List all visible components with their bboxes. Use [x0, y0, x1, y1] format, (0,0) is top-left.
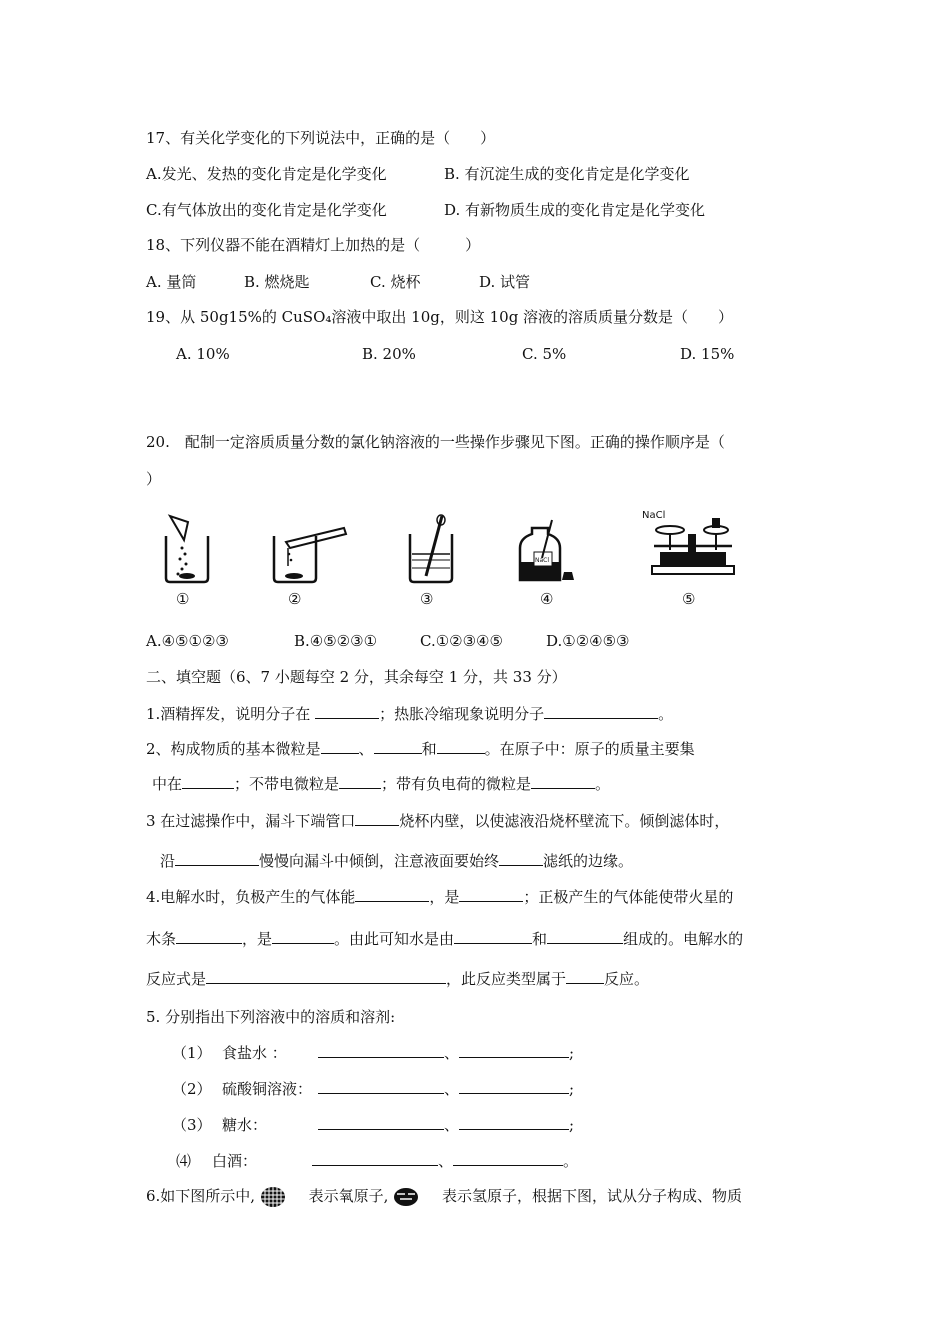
fill3-blank-3[interactable] — [499, 851, 543, 866]
q17-option-a: A.发光、发热的变化肯定是化学变化 — [146, 165, 387, 183]
fill5-solvent-blank-4[interactable] — [453, 1151, 563, 1166]
fill5-item-blanks-3: 、 ; — [318, 1115, 574, 1135]
fill2-blank-1[interactable] — [321, 739, 359, 754]
q20-stem: 20. 配制一定溶质质量分数的氯化钠溶液的一些操作步骤见下图。正确的操作顺序是（ — [146, 433, 725, 451]
nacl-bottle-label: NaCl — [535, 557, 550, 564]
figure-stir — [404, 512, 460, 584]
fill2-blank-3[interactable] — [437, 739, 485, 754]
fill3-line-2: 沿 慢慢向漏斗中倾倒，注意液面要始终 滤纸的边缘。 — [160, 852, 634, 870]
fill4-blank-6[interactable] — [547, 929, 623, 944]
fill4-blank-8[interactable] — [566, 969, 604, 984]
fill5-item-blanks-2: 、 ; — [318, 1079, 574, 1099]
fill6-line: 6.如下图所示中, 表示氧原子, 表示氢原子，根据下图，试从分子构成、物质 — [146, 1186, 742, 1208]
q18-stem: 18、下列仪器不能在酒精灯上加热的是（ ） — [146, 236, 481, 254]
fill5-item-name-1: 食盐水 ： — [222, 1044, 287, 1062]
q20-option-a: A.④⑤①②③ — [146, 632, 229, 650]
fill5-item-blanks-4: 、 。 — [312, 1151, 578, 1171]
fill4-line-1: 4.电解水时，负极产生的气体能 ，是 ；正极产生的气体能使带火星的 — [146, 888, 734, 906]
fill4-blank-3[interactable] — [176, 929, 242, 944]
fill4-blank-4[interactable] — [272, 929, 334, 944]
q20-option-d: D.①②④⑤③ — [546, 632, 630, 650]
q18-option-a: A. 量筒 — [146, 273, 197, 291]
fill5-item-no-3: （3） — [172, 1116, 212, 1134]
q19-option-b: B. 20% — [362, 345, 416, 363]
fill5-item-no-4: ⑷ — [176, 1152, 192, 1170]
fill5-solvent-blank-3[interactable] — [459, 1115, 569, 1130]
q17-option-d: D. 有新物质生成的变化肯定是化学变化 — [444, 201, 706, 219]
q20-option-b: B.④⑤②③① — [294, 632, 378, 650]
q20-option-c: C.①②③④⑤ — [420, 632, 503, 650]
fill5-item-name-2: 硫酸铜溶液： — [222, 1080, 313, 1098]
q17-stem: 17、有关化学变化的下列说法中，正确的是（ ） — [146, 129, 496, 147]
figure-reagent-bottle — [514, 514, 578, 584]
fill5-item-no-2: （2） — [172, 1080, 212, 1098]
fill2-blank-4[interactable] — [182, 774, 234, 789]
figure-pour-solid — [158, 512, 218, 584]
fill2-blank-6[interactable] — [531, 774, 595, 789]
fill2-blank-5[interactable] — [339, 774, 381, 789]
fill5-solute-blank-4[interactable] — [312, 1151, 438, 1166]
figure-label-1: ① — [176, 590, 190, 608]
fill4-blank-2[interactable] — [459, 887, 523, 902]
fill3-line-1: 3 在过滤操作中，漏斗下端管口 烧杯内壁，以使滤液沿烧杯壁流下。倾倒滤体时， — [146, 812, 730, 830]
figure-label-4: ④ — [540, 590, 554, 608]
fill5-item-name-4: 白酒： — [212, 1152, 258, 1170]
fill3-blank-2[interactable] — [175, 851, 259, 866]
fill5-item-no-1: （1） — [172, 1044, 212, 1062]
fill5-solute-blank-2[interactable] — [318, 1079, 444, 1094]
fill5-solute-blank-3[interactable] — [318, 1115, 444, 1130]
q18-option-c: C. 烧杯 — [370, 273, 421, 291]
fill5-solute-blank-1[interactable] — [318, 1043, 444, 1058]
fill4-line-2: 木条 ，是 。由此可知水是由 和 组成的。电解水的 — [146, 930, 744, 948]
fill1-line: 1.酒精挥发，说明分子在 ；热胀冷缩现象说明分子 。 — [146, 705, 674, 723]
q19-option-d: D. 15% — [680, 345, 735, 363]
q17-option-b: B. 有沉淀生成的变化肯定是化学变化 — [444, 165, 690, 183]
fill4-blank-7[interactable] — [206, 969, 446, 984]
nacl-label: NaCl — [642, 510, 666, 521]
fill2-blank-2[interactable] — [374, 739, 422, 754]
q18-option-b: B. 燃烧匙 — [244, 273, 310, 291]
fill4-blank-5[interactable] — [454, 929, 532, 944]
oxygen-atom-icon — [260, 1186, 286, 1208]
figure-pour-liquid — [270, 520, 350, 584]
fill1-blank-1[interactable] — [315, 704, 379, 719]
q20-stem-end: ） — [146, 470, 162, 488]
fill5-solvent-blank-1[interactable] — [459, 1043, 569, 1058]
fill5-item-name-3: 糖水： — [222, 1116, 268, 1134]
fill3-blank-1[interactable] — [355, 811, 399, 826]
q19-option-a: A. 10% — [176, 345, 230, 363]
figure-balance — [640, 504, 740, 584]
q19-stem: 19、从 50g15%的 CuSO₄溶液中取出 10g，则这 10g 溶液的溶质质量分数是（ ） — [146, 308, 734, 326]
fill2-line-1: 2、构成物质的基本微粒是 、 和 。在原子中：原子的质量主要集 — [146, 740, 695, 758]
hydrogen-atom-icon — [393, 1186, 419, 1208]
q17-option-c: C.有气体放出的变化肯定是化学变化 — [146, 201, 387, 219]
fill4-blank-1[interactable] — [355, 887, 429, 902]
fill5-solvent-blank-2[interactable] — [459, 1079, 569, 1094]
fill2-line-2: 中在 ；不带电微粒是 ；带有负电荷的微粒是 。 — [152, 775, 611, 793]
q18-option-d: D. 试管 — [479, 273, 531, 291]
section2-title: 二、填空题（6、7 小题每空 2 分，其余每空 1 分，共 33 分） — [146, 668, 567, 686]
fill5-stem: 5. 分别指出下列溶液中的溶质和溶剂: — [146, 1008, 396, 1026]
figure-label-5: ⑤ — [682, 590, 696, 608]
fill4-line-3: 反应式是 ，此反应类型属于 反应。 — [146, 970, 650, 988]
figure-label-3: ③ — [420, 590, 434, 608]
fill5-item-blanks-1: 、 ; — [318, 1043, 574, 1063]
fill1-blank-2[interactable] — [544, 704, 658, 719]
figure-label-2: ② — [288, 590, 302, 608]
q19-option-c: C. 5% — [522, 345, 567, 363]
